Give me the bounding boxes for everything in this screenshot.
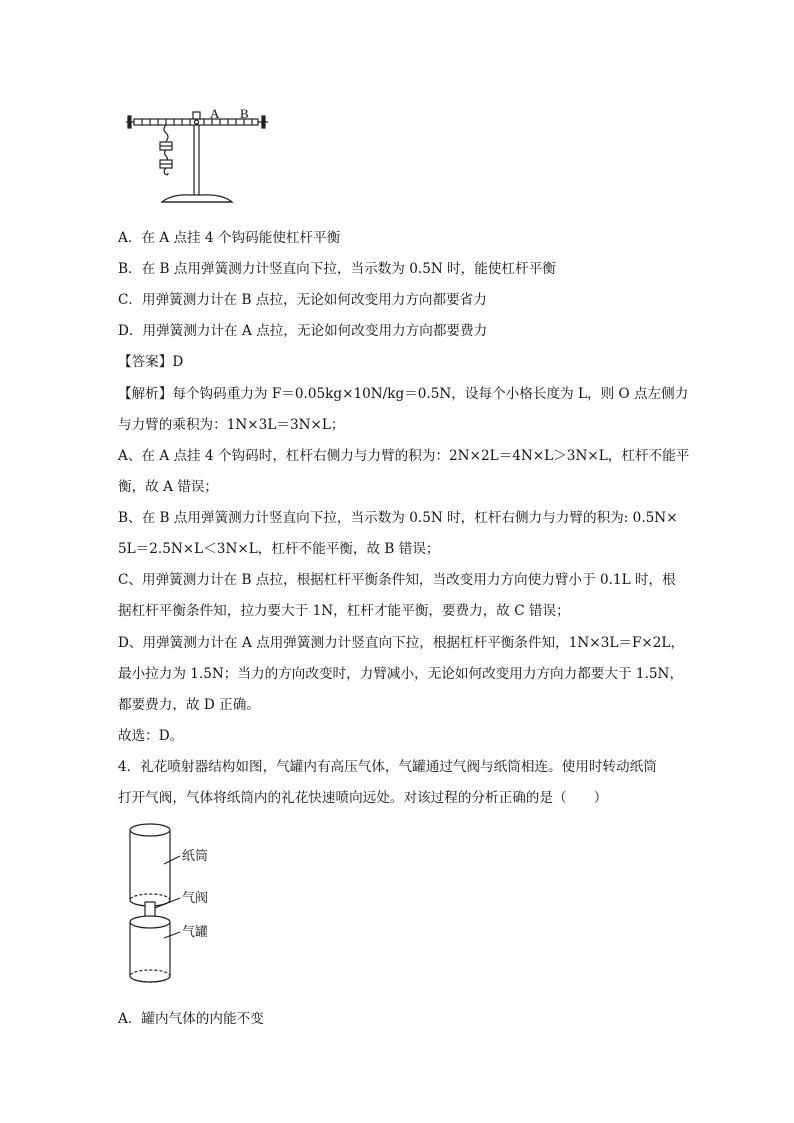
gas-tank-label: 气罐 <box>182 925 209 940</box>
point-a-label: A <box>210 106 220 121</box>
q3-answer: 【答案】D <box>118 354 184 370</box>
q3-option-b: B．在 B 点用弹簧测力计竖直向下拉，当示数为 0.5N 时，能使杠杆平衡 <box>118 261 556 277</box>
analysis-line: 5L＝2.5N×L＜3N×L，杠杆不能平衡，故 B 错误； <box>118 541 440 557</box>
analysis-line: 都要费力，故 D 正确。 <box>118 697 260 713</box>
analysis-line: D、用弹簧测力计在 A 点用弹簧测力计竖直向下拉，根据杠杆平衡条件知，1N×3L＝F×2L， <box>118 635 685 651</box>
analysis-line: 据杠杆平衡条件知，拉力要大于 1N，杠杆才能平衡，要费力，故 C 错误； <box>118 603 570 619</box>
lever-figure <box>122 102 272 210</box>
analysis-line: 衡，故 A 错误； <box>118 479 219 495</box>
q3-option-a: A．在 A 点挂 4 个钩码能使杠杆平衡 <box>118 230 341 246</box>
analysis-line: A、在 A 点挂 4 个钩码时，杠杆右侧力与力臂的积为：2N×2L＝4N×L＞3N×L，杠杆不能平 <box>118 448 690 464</box>
analysis-line: 最小拉力为 1.5N；当力的方向改变时，力臂减小，无论如何改变用力方向力都要大于 1.5N， <box>118 666 684 682</box>
analysis-line: 与力臂的乘积为：1N×3L＝3N×L； <box>118 417 345 433</box>
q3-option-c: C．用弹簧测力计在 B 点拉，无论如何改变用力方向都要省力 <box>118 292 487 308</box>
q3-option-d: D．用弹簧测力计在 A 点拉，无论如何改变用力方向都要费力 <box>118 323 488 339</box>
analysis-line: C、用弹簧测力计在 B 点拉，根据杠杆平衡条件知，当改变用力方向使力臂小于 0.1L 时，根 <box>118 572 676 588</box>
q4-stem-line: 打开气阀，气体将纸筒内的礼花快速喷向远处。对该过程的分析正确的是（ ） <box>118 790 608 806</box>
point-b-label: B <box>240 106 249 121</box>
analysis-line: 故选：D。 <box>118 728 184 744</box>
valve-label: 气阀 <box>182 891 209 906</box>
analysis-line: B、在 B 点用弹簧测力计竖直向下拉，当示数为 0.5N 时，杠杆右侧力与力臂的积为: 0.5N× <box>118 510 678 526</box>
q4-option-a: A．罐内气体的内能不变 <box>118 1011 264 1027</box>
analysis-line: 【解析】每个钩码重力为 F＝0.05kg×10N/kg＝0.5N，设每个小格长度为 L，则 O 点左侧力 <box>118 386 689 402</box>
paper-tube-label: 纸筒 <box>182 849 209 864</box>
launcher-figure <box>120 822 260 990</box>
q4-stem-line: 4．礼花喷射器结构如图，气罐内有高压气体，气罐通过气阀与纸筒相连。使用时转动纸筒 <box>118 759 657 775</box>
